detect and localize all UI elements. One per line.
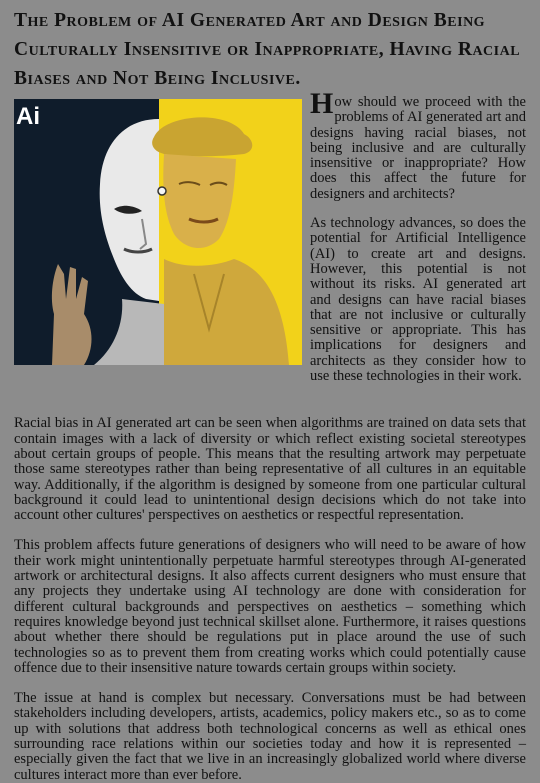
intro-section: [14, 87, 526, 398]
body-paragraph-2: This problem affects future generations of designers who will need to be aware of how their work might unintentionally perpetuate harmful stereotypes through AI-generated artwork or architectural designs. It also affects current designers who must ensure that any projects they undertake using AI technology are done with consideration for different cultural backgrounds and perspectives on aesthetics – something which requires knowledge beyond just technical skillset alone. Furthermore, it raises questions about whether there should be regulations put in place around the use of such technologies so as to prevent them from creating works which could potentially cause offence due to their insensitive nature towards certain groups within society.: [14, 537, 526, 676]
intro-paragraph-1: [310, 87, 526, 202]
ai-badge-label: Ai: [16, 103, 40, 130]
body-paragraph-3: The issue at hand is complex but necessary. Conversations must be had between stakeholders including developers, artists, academics, policy makers etc., so as to come up with solutions that address both technological concerns as well as ethical ones surrounding race relations within our societies today and how it is represented – especially given the fact that we live in an increasingly globalized world where diverse cultures interact more than ever before.: [14, 690, 526, 783]
article-title: The Problem of AI Generated Art and Design Being Culturally Insensitive or Inappropriate, Having Racial Biases and Not Being Inclusive.: [14, 10, 521, 89]
intro-text: [310, 87, 526, 398]
intro-paragraph-1-text: ow should we proceed with the problems of AI generated art and designs having racial biases, not being inclusive and are culturally insensitive or inappropriate? How does this affect the future for designers and architects?: [310, 94, 526, 202]
article-illustration: [14, 99, 302, 365]
body-paragraph-1: Racial bias in AI generated art can be seen when algorithms are trained on data sets that contain images with a lack of diversity or which reflect existing societal stereotypes about certain groups of people. This means that the resulting artwork may perpetuate those same stereotypes rather than being representative of all cultures in an equitable way. Additionally, if the algorithm is designed by someone from one particular cultural background it could lead to unintentional design decisions which do not take into account other cultures' perspectives on aesthetics or respectful representation.: [14, 415, 526, 524]
drop-cap: H: [310, 87, 334, 120]
article-body: [14, 416, 526, 783]
split-face-artwork: [14, 99, 302, 365]
intro-paragraph-2: As technology advances, so does the potential for Artificial Intelligence (AI) to create art and designs. However, this potential is not without its risks. AI generated art and designs can have racial biases that are not inclusive or culturally sensitive or appropriate. This has implications for designers and architects as they consider how to use these technologies in their work.: [310, 215, 526, 385]
